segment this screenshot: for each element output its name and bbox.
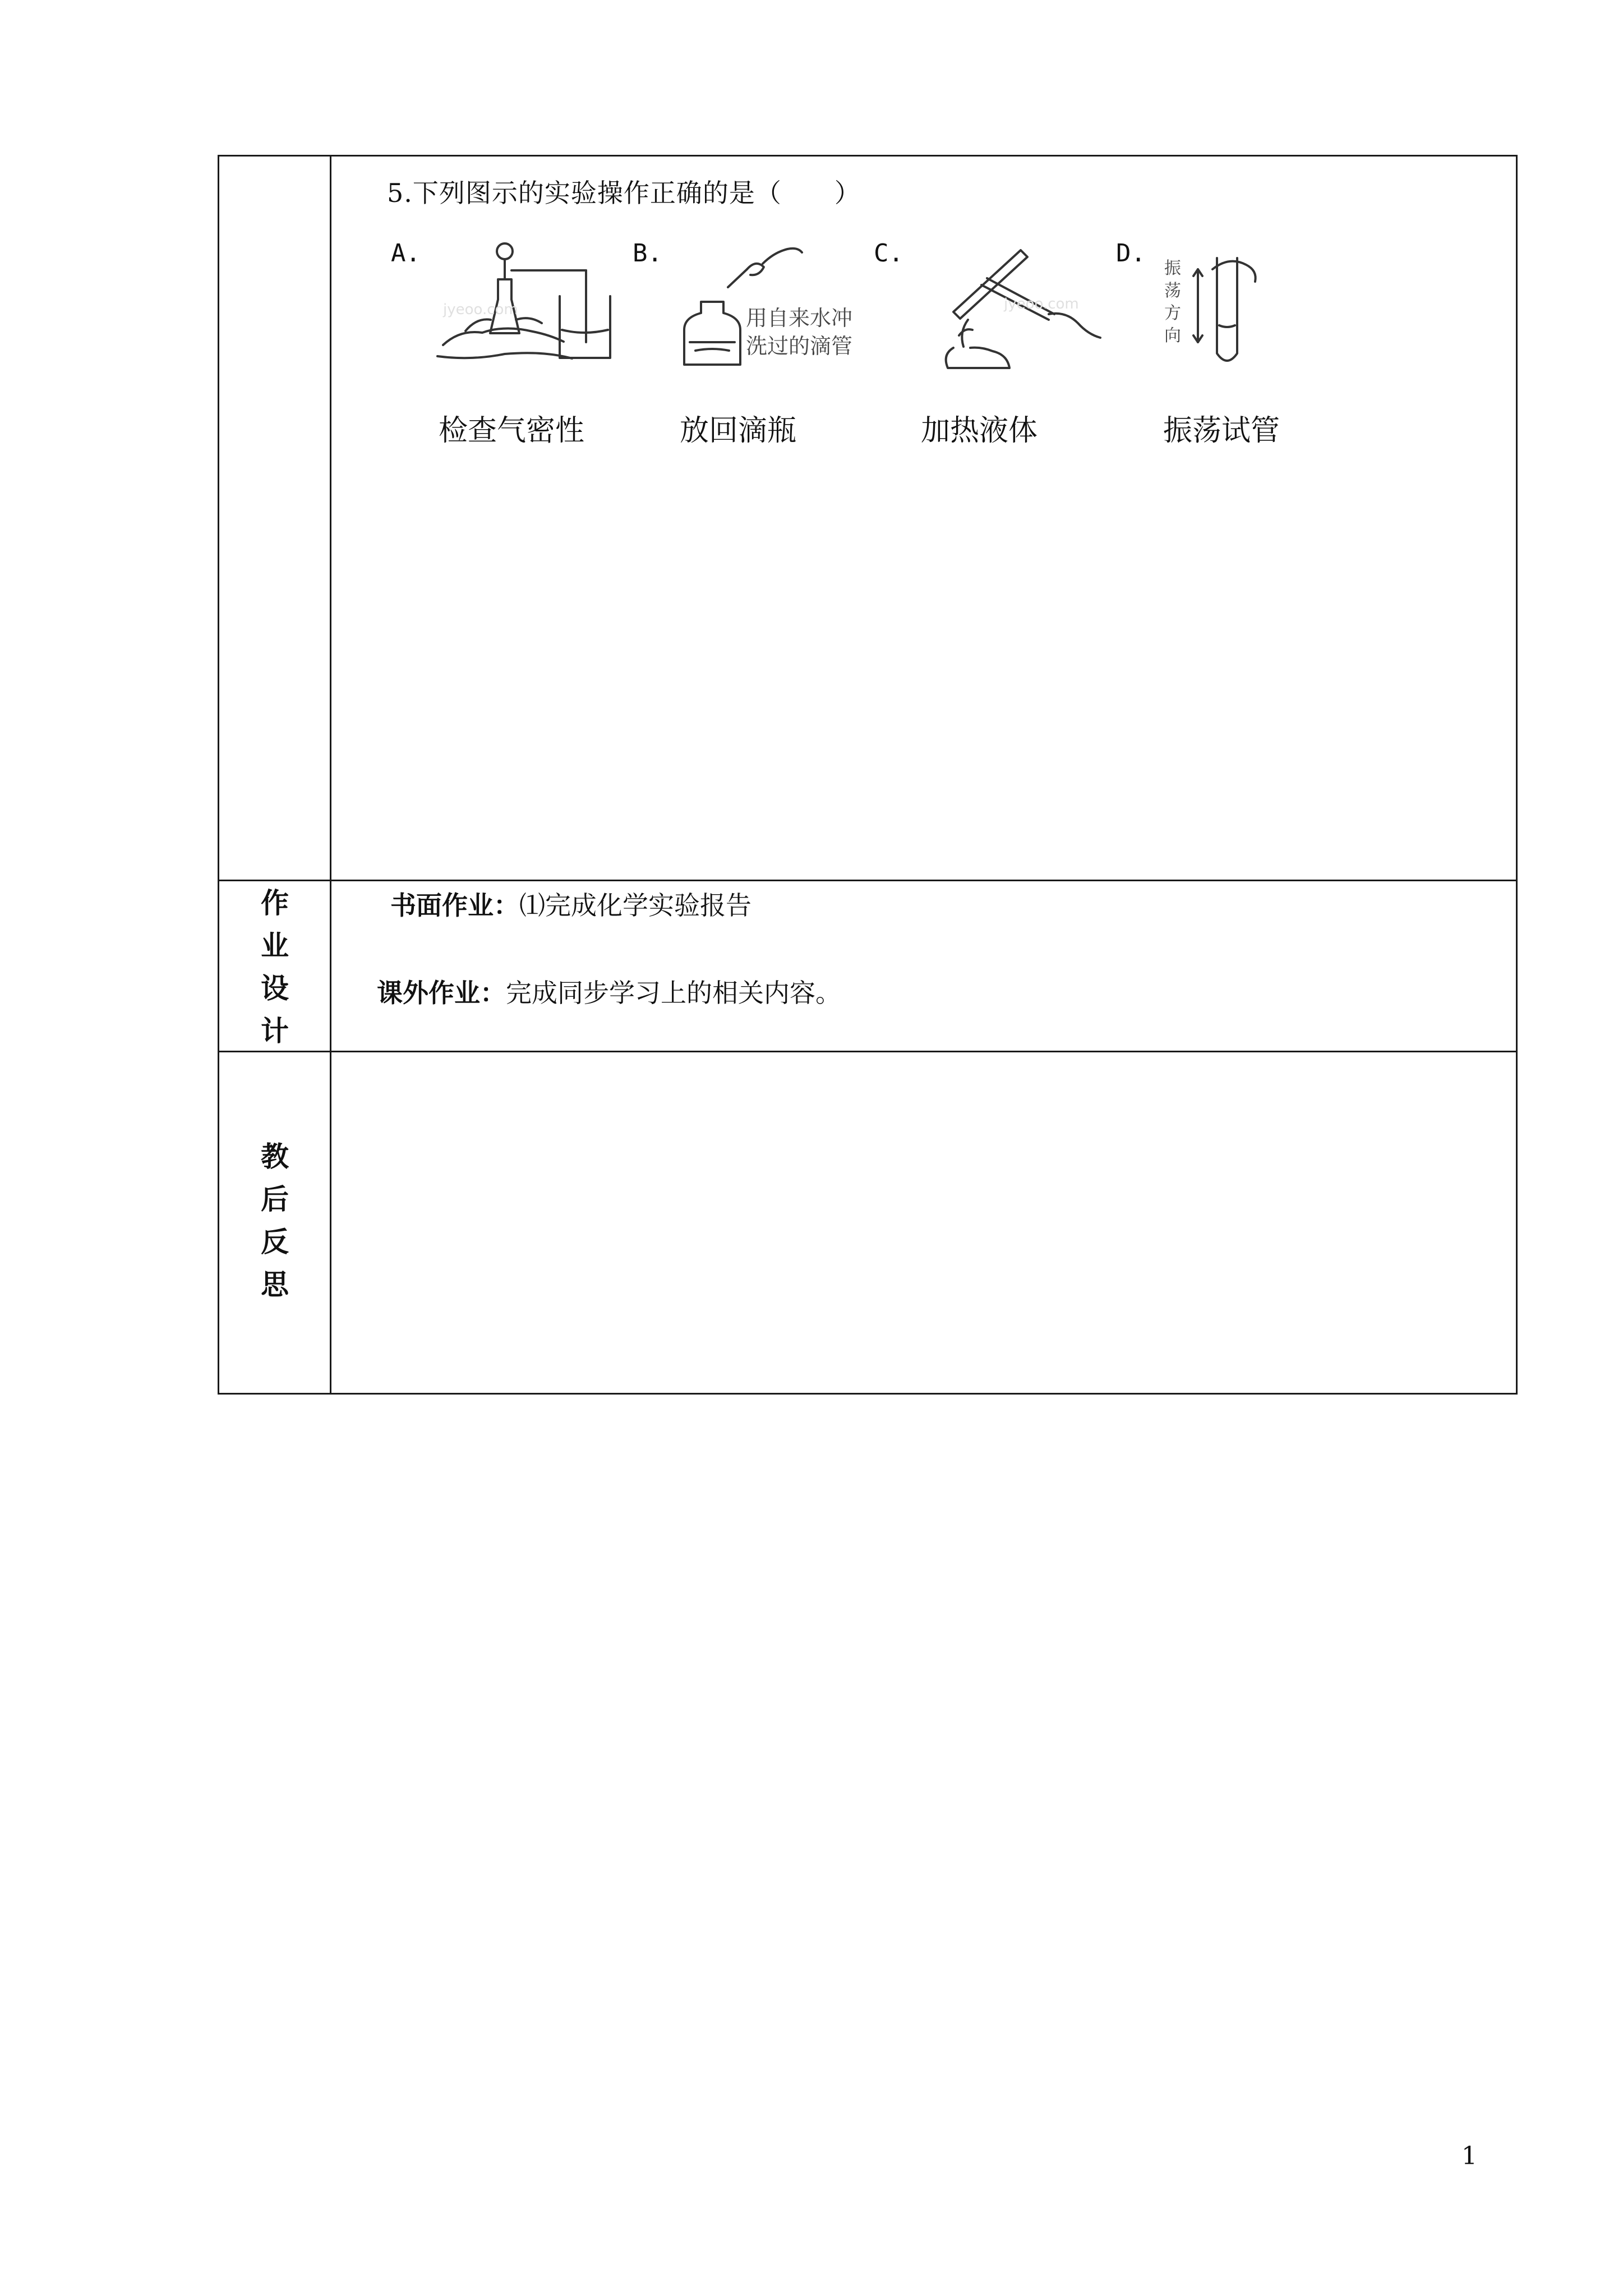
airtightness-check-icon	[432, 236, 623, 376]
table-divider-2	[218, 1051, 1518, 1052]
dropper-label-line1: 用自来水冲	[746, 306, 853, 330]
table-border-top	[218, 155, 1518, 157]
option-d-letter: D.	[1116, 239, 1146, 268]
page-number: 1	[1461, 2142, 1477, 2170]
extra-homework-label: 课外作业：	[377, 978, 506, 1008]
table-divider-1	[218, 880, 1518, 881]
heating-liquid-icon	[920, 236, 1116, 376]
question-title: 5.下列图示的实验操作正确的是（ ）	[387, 178, 861, 208]
homework-label: 作 业 设 计	[261, 886, 289, 1047]
table-border-right	[1516, 155, 1518, 1395]
written-homework-text: ⑴完成化学实验报告	[519, 890, 751, 921]
shake-label-char2: 荡	[1164, 281, 1181, 301]
shake-label-char4: 向	[1164, 326, 1181, 346]
option-c-caption: 加热液体	[921, 414, 1038, 448]
reflection-label: 教 后 反 思	[261, 1140, 289, 1301]
extra-homework-text: 完成同步学习上的相关内容。	[506, 978, 841, 1008]
option-b-letter: B.	[633, 239, 662, 268]
watermark-text: jyeoo.com	[1004, 296, 1079, 312]
shake-label-char3: 方	[1164, 303, 1181, 323]
watermark-text: jyeoo.com	[443, 301, 518, 318]
table-border-bottom	[218, 1393, 1518, 1395]
option-b-caption: 放回滴瓶	[680, 414, 797, 448]
shake-test-tube-icon	[1161, 236, 1307, 376]
written-homework	[390, 885, 751, 922]
option-a-letter: A.	[391, 239, 421, 268]
shake-label-char1: 振	[1164, 259, 1181, 278]
option-c-letter: C.	[874, 239, 903, 268]
dropper-label-line2: 洗过的滴管	[746, 334, 853, 358]
written-homework-label: 书面作业：	[390, 890, 519, 921]
dropper-bottle-icon	[679, 236, 869, 376]
option-d-caption: 振荡试管	[1163, 414, 1280, 448]
extra-homework	[377, 973, 841, 1010]
option-a-caption: 检查气密性	[439, 414, 585, 448]
